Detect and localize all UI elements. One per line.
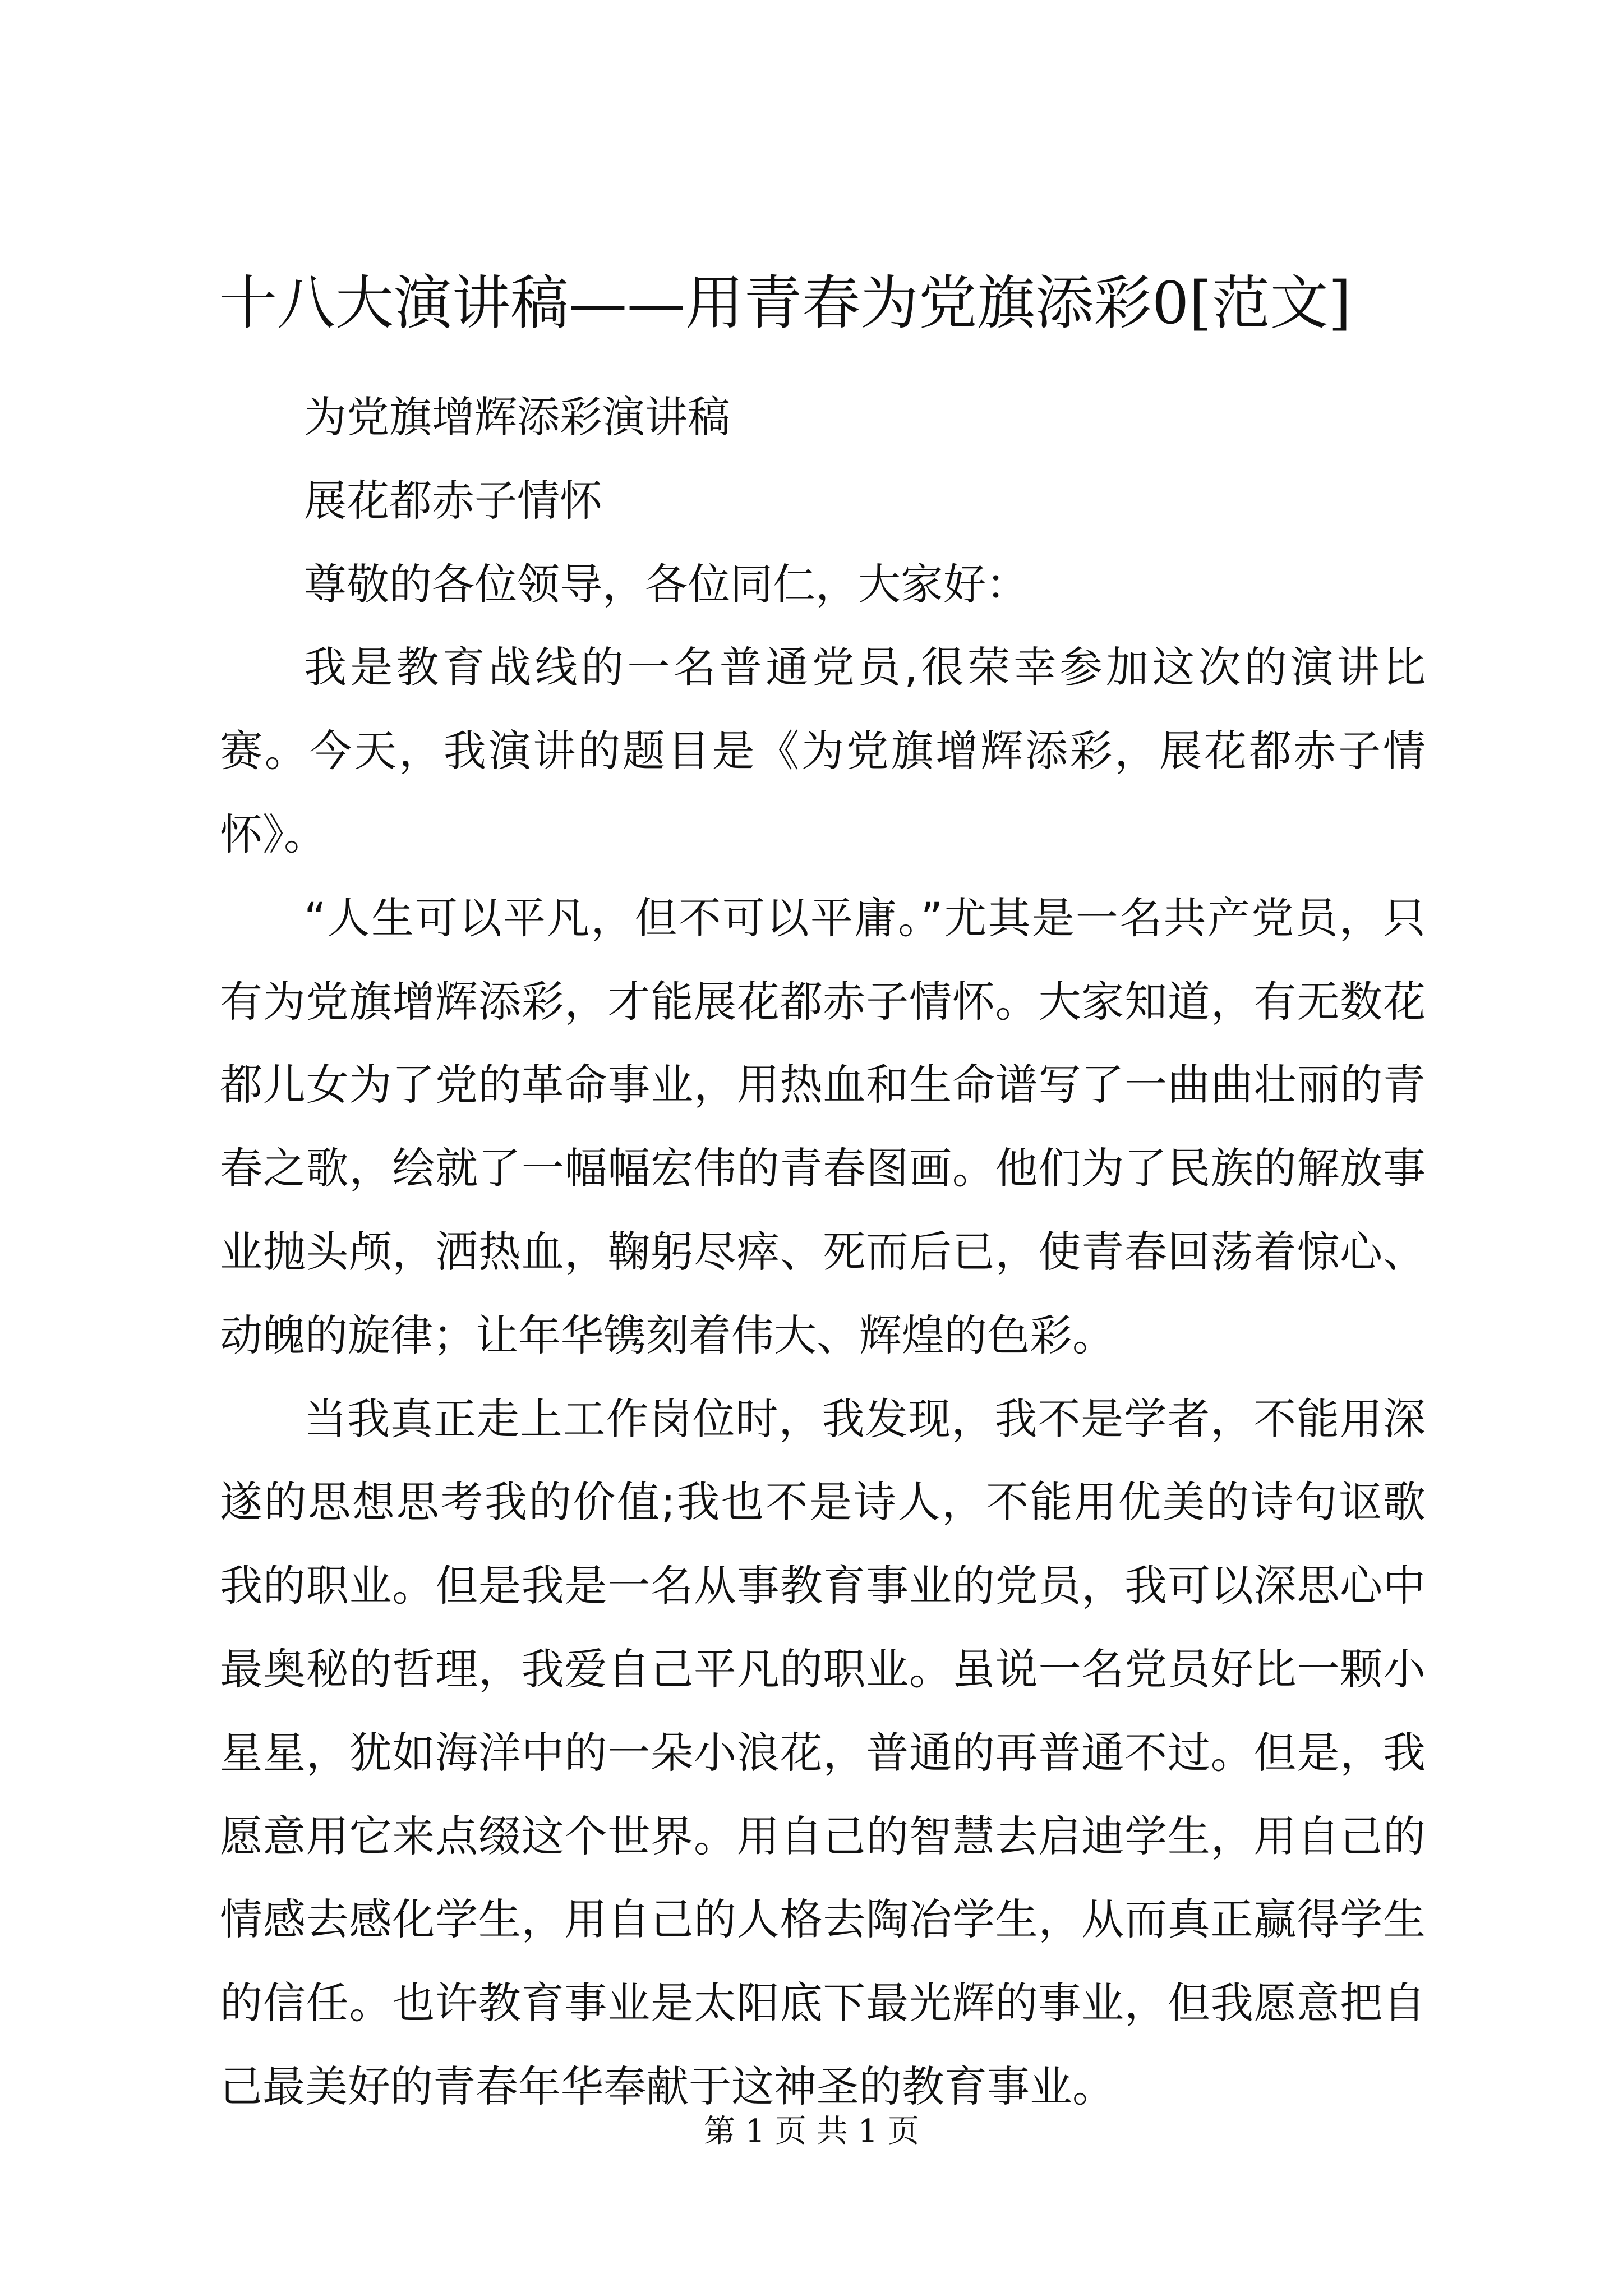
paragraph: 我是教育战线的一名普通党员,很荣幸参加这次的演讲比赛。今天，我演讲的题目是《为党旗增辉添彩，展花都赤子情怀》。 <box>220 642 1426 859</box>
salutation: 尊敬的各位领导，各位同仁，大家好： <box>304 559 1029 609</box>
paragraph: 当我真正走上工作岗位时，我发现，我不是学者，不能用深遂的思想思考我的价值;我也不是诗人，不能用优美的诗句讴歌我的职业。但是我是一名从事教育事业的党员，我可以深思心中最奥秘的哲理，我爱自己平凡的职业。虽说一名党员好比一颗小星星，犹如海洋中的一朵小浪花，普通的再普通不过。但是，我愿意用它来点缀这个世界。用自己的智慧去启迪学生，用自己的情感去感化学生，用自己的人格去陶冶学生，从而真正赢得学生的信任。也许教育事业是太阳底下最光辉的事业，但我愿意把自己最美好的青春年华奉献于这神圣的教育事业。 <box>220 1393 1426 2111</box>
subtitle-line-2: 展花都赤子情怀 <box>304 475 602 526</box>
document-body <box>220 376 1426 2129</box>
page-footer: 第 1 页 共 1 页 <box>703 2113 920 2150</box>
subtitle-line: 为党旗增辉添彩演讲稿 <box>304 392 730 442</box>
paragraph: “人生可以平凡，但不可以平庸。”尤其是一名共产党员，只有为党旗增辉添彩，才能展花都赤子情怀。大家知道，有无数花都儿女为了党的革命事业，用热血和生命谱写了一曲曲壮丽的青春之歌，绘就了一幅幅宏伟的青春图画。他们为了民族的解放事业抛头颅，洒热血，鞠躬尽瘁、死而后已，使青春回荡着惊心、动魄的旋律；让年华镌刻着伟大、辉煌的色彩。 <box>220 892 1426 1360</box>
document-title: 十八大演讲稿——用青春为党旗添彩0[范文] <box>219 269 1352 337</box>
